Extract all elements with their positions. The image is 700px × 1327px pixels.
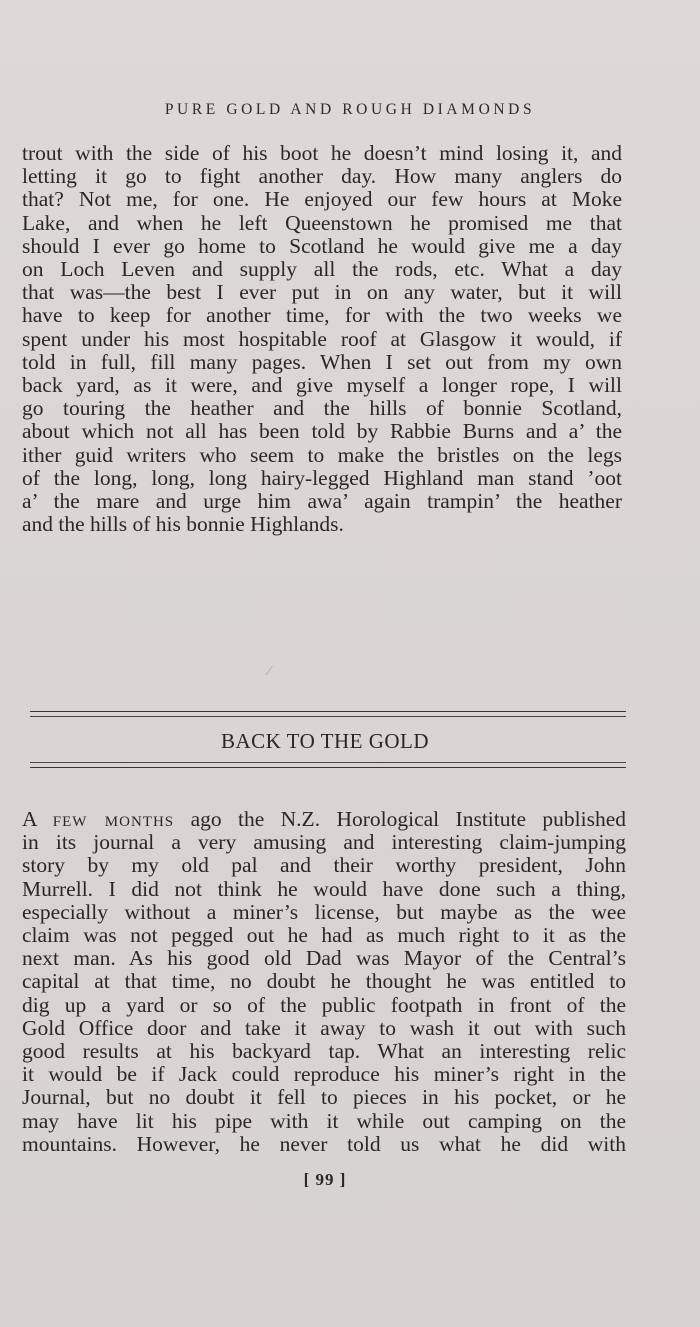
- text-line: have to keep for another time, for with the two weeks we: [22, 303, 622, 328]
- text-line: Gold Office door and take it away to wash it out with such: [22, 1015, 626, 1040]
- text-line: that was—the best I ever put in on any water, but it will: [22, 280, 622, 305]
- opening-word: A: [22, 807, 37, 831]
- text-line: good results at his backyard tap. What an interesting relic: [22, 1039, 626, 1064]
- text-line: and the hills of his bonnie Highlands.: [22, 512, 344, 537]
- text-line-opening: [22, 808, 626, 831]
- text-line: a’ the mare and urge him awa’ again trampin’ the heather: [22, 489, 622, 514]
- bottom-rule: [30, 767, 626, 768]
- text-line: dig up a yard or so of the public footpath in front of the: [22, 992, 626, 1017]
- text-line: capital at that time, no doubt he thought he was entitled to: [22, 969, 626, 994]
- top-rule-thin: [30, 716, 626, 717]
- first-line-rest: ago the N.Z. Horological Institute published: [190, 807, 627, 831]
- text-line: Journal, but no doubt it fell to pieces in his pocket, or he: [22, 1085, 626, 1110]
- text-line: ither guid writers who seem to make the bristles on the legs: [22, 442, 622, 467]
- text-line: go touring the heather and the hills of bonnie Scotland,: [22, 396, 622, 421]
- paragraph-2: [22, 808, 626, 1156]
- text-line: mountains. However, he never told us what he did with: [22, 1131, 626, 1156]
- text-line: letting it go to fight another day. How many anglers do: [22, 164, 622, 189]
- text-line: Murrell. I did not think he would have done such a thing,: [22, 876, 626, 901]
- bottom-rule-thin: [30, 762, 626, 763]
- text-line: story by my old pal and their worthy president, John: [22, 853, 626, 878]
- text-line: about which not all has been told by Rabbie Burns and a’ the: [22, 419, 622, 444]
- text-line: next man. As his good old Dad was Mayor of the Central’s: [22, 946, 626, 971]
- text-line: it would be if Jack could reproduce his miner’s right in the: [22, 1062, 626, 1087]
- text-line: trout with the side of his boot he doesn’t mind losing it, and: [22, 141, 622, 165]
- text-line: should I ever go home to Scotland he would give me a day: [22, 233, 622, 258]
- top-rule: [30, 711, 626, 712]
- text-line: of the long, long, long hairy-legged Highland man stand ’oot: [22, 465, 622, 490]
- page-number: [ 99 ]: [303, 1170, 347, 1189]
- text-line: spent under his most hospitable roof at Glasgow it would, if: [22, 326, 622, 351]
- text-line: on Loch Leven and supply all the rods, etc. What a day: [22, 257, 622, 282]
- paragraph-1: [22, 142, 622, 536]
- text-line: that? Not me, for one. He enjoyed our few hours at Moke: [22, 187, 622, 212]
- running-head: PURE GOLD AND ROUGH DIAMONDS: [164, 101, 536, 118]
- text-line: in its journal a very amusing and interesting claim-jumping: [22, 830, 626, 855]
- text-line: back yard, as it were, and give myself a longer rope, I will: [22, 373, 622, 398]
- ink-mark: ⁄: [268, 664, 271, 679]
- text-line: especially without a miner’s license, but maybe as the wee: [22, 899, 626, 924]
- opening-smallcaps: few months: [52, 807, 175, 831]
- text-line: told in full, fill many pages. When I set out from my own: [22, 349, 622, 374]
- text-line: may have lit his pipe with it while out camping on the: [22, 1108, 626, 1133]
- text-line: Lake, and when he left Queenstown he promised me that: [22, 210, 622, 235]
- section-title: BACK TO THE GOLD: [220, 729, 430, 753]
- text-line: claim was not pegged out he had as much right to it as the: [22, 923, 626, 948]
